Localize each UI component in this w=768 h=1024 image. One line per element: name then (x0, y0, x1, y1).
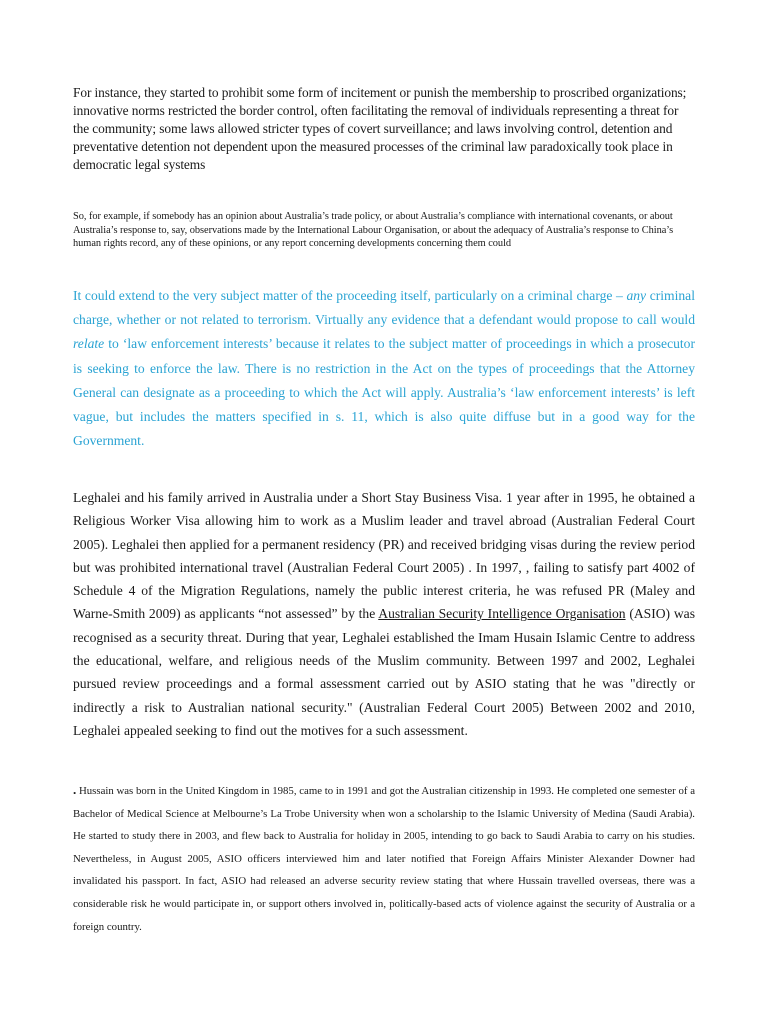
asio-link[interactable]: Australian Security Intelligence Organisation (378, 606, 626, 622)
quote-text-part-1: It could extend to the very subject matter of the proceeding itself, particularly on a criminal charge – (73, 288, 627, 303)
paragraph-hussain-case (73, 779, 695, 938)
quote-emphasis-any: any (626, 288, 647, 303)
quote-text-part-3: to ‘law enforcement interests’ because it relates to the subject matter of proceedings in which a prosecutor is seeking to enforce the law. There is no restriction in the Act on the types of proceedings that the Attorney General can designate as a proceeding to which the Act will apply. Australia’s ‘law enforcement interests’ is left vague, but includes the matters specified in s. 11, which is also quite diffuse but in a good way for the Government. (73, 336, 695, 449)
paragraph-opinion-example: So, for example, if somebody has an opinion about Australia’s trade policy, or about Australia’s compliance with international covenants, or about Australia’s response to, say, observations made by the International Labour Organisation, or about the adequacy of Australia’s response to China’s human rights record, any of these opinions, or any report concerning developments concerning them could (73, 211, 674, 250)
paragraph-bullet: . (73, 782, 77, 797)
quote-text-part-2: criminal charge, whether or not related to terrorism. Virtually any evidence that a defendant would propose to call would (73, 288, 695, 328)
leghalei-text-part-1: Leghalei and his family arrived in Australia under a Short Stay Business Visa. 1 year after in 1995, he obtained a Religious Worker Visa allowing him to work as a Muslim leader and travel abroad (Australian Federal Court 2005). Leghalei then applied for a permanent residency (PR) and received bridging visas during the review period but was prohibited international travel (Australian Federal Court 2005) . In 1997, , failing to satisfy part 4002 of Schedule 4 of the Migration Regulations, namely the public interest criteria, he was refused PR (Maley and Warne-Smith 2009) as applicants “not assessed” by the (73, 490, 695, 622)
leghalei-text-part-2: (ASIO) was recognised as a security threat. During that year, Leghalei established the Imam Husain Islamic Centre to address the educational, welfare, and religious needs of the Muslim community. Between 1997 and 2002, Leghalei pursued review proceedings and a formal assessment carried out by ASIO stating that he was "directly or indirectly a risk to Australian national security." (Australian Federal Court 2005) Between 2002 and 2010, Leghalei appealed seeking to find out the motives for a such assessment. (73, 606, 695, 738)
paragraph-counter-terrorism-norms: For instance, they started to prohibit some form of incitement or punish the membership to proscribed organizations; innovative norms restricted the border control, often facilitating the removal of individuals representing a threat for the community; some laws allowed stricter types of covert surveillance; and laws involving control, detention and preventative detention not dependent upon the measured processes of the criminal law paradoxically took place in democratic legal systems (73, 85, 687, 172)
paragraph-leghalei-case (73, 486, 695, 742)
paragraph-law-enforcement-quote (73, 284, 695, 453)
quote-emphasis-relate: relate (73, 336, 105, 352)
hussain-text: Hussain was born in the United Kingdom in 1985, came to in 1991 and got the Australian citizenship in 1993. He completed one semester of a Bachelor of Medical Science at Melbourne’s La Trobe University when won a scholarship to the Islamic University of Medina (Saudi Arabia). He started to study there in 2003, and flew back to Australia for holiday in 2005, intending to go back to Saudi Arabia to carry on his studies. Nevertheless, in August 2005, ASIO officers interviewed him and later notified that Foreign Affairs Minister Alexander Downer had invalidated his passport. In fact, ASIO had released an adverse security review stating that where Hussain travelled overseas, there was a considerable risk he would participate in, or support others involved in, politically-based acts of violence against the security of Australia or a foreign country. (73, 785, 695, 933)
